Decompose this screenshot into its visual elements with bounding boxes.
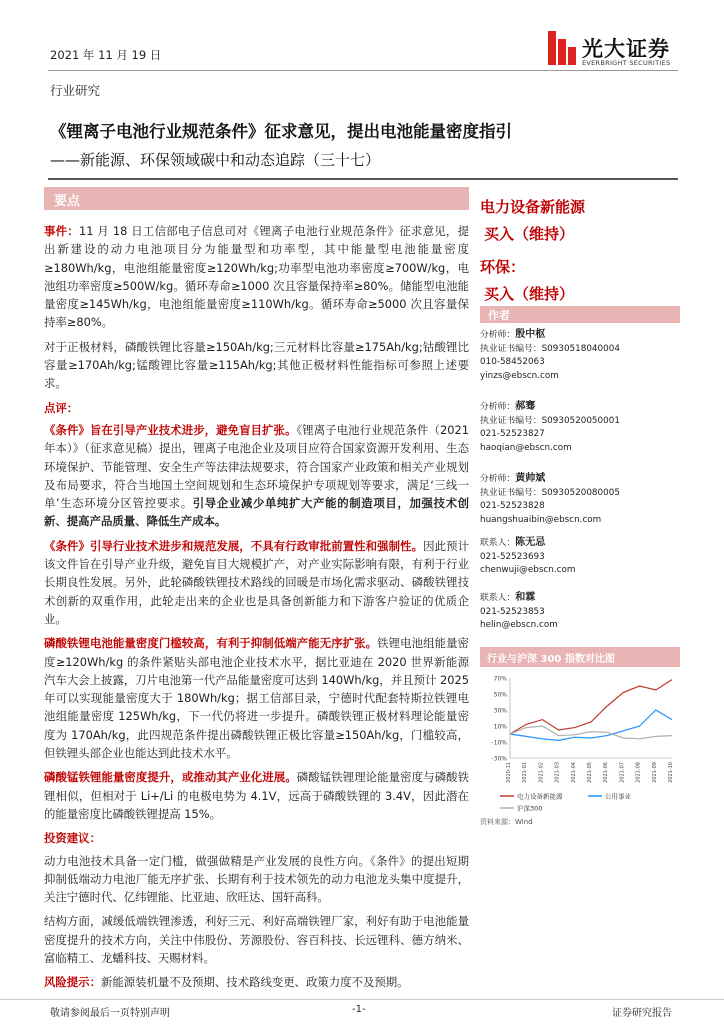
risk-label: 风险提示： xyxy=(44,975,101,990)
chart-x-tick-label: 2021-03 xyxy=(554,762,561,783)
contact-email[interactable]: chenwuji@ebscn.com xyxy=(480,565,576,575)
logo-english-name: EVERBRIGHT SECURITIES xyxy=(582,59,671,67)
contact-card xyxy=(480,536,680,578)
event-label: 事件： xyxy=(44,224,79,238)
chart-x-tick-label: 2021-05 xyxy=(587,762,593,783)
key-points-header xyxy=(44,187,469,210)
cathode-text: 对于正极材料，磷酸铁锂比容量≥150Ah/kg;三元材料比容量≥175Ah/kg;钴酸锂比容量≥170Ah/kg;锰酸锂比容量≥115Ah/kg;其他正极材料性能指标可参照上述要求。 xyxy=(44,339,469,391)
contact-phone: 021-52523693 xyxy=(480,551,545,562)
header-divider xyxy=(48,70,678,71)
page-number: -1- xyxy=(352,1004,366,1015)
chart-y-tick-label: 70% xyxy=(493,675,507,683)
report-subtitle: ——新能源、环保领域碳中和动态追踪（三十七） xyxy=(50,151,381,169)
investment-paragraph-2 xyxy=(44,912,469,967)
title-divider xyxy=(48,178,678,180)
analyst-card xyxy=(480,400,680,455)
report-category: 行业研究 xyxy=(50,83,101,98)
analyst-cert: 执业证书编号：S0930520080005 xyxy=(480,487,620,498)
report-title: 《锂离子电池行业规范条件》征求意见，提出电池能量密度指引 xyxy=(50,122,512,141)
report-date: 2021 年 11 月 19 日 xyxy=(50,48,162,62)
chart-x-tick-label: 2020-11 xyxy=(506,762,512,783)
sector-2-rating: 买入（维持） xyxy=(484,285,575,303)
authors-title: 作者 xyxy=(488,309,510,322)
comment-2-highlight: 《条件》引导行业技术进步和规范发展，不具有行政审批前置性和强制性。 xyxy=(44,538,424,553)
chart-x-tick-label: 2021-02 xyxy=(538,762,545,783)
chart-x-tick-label: 2021-06 xyxy=(603,762,610,783)
sector-1-name: 电力设备新能源 xyxy=(480,198,586,216)
key-points-title: 要点 xyxy=(54,194,81,209)
index-comparison-chart xyxy=(480,670,680,830)
chart-header xyxy=(480,647,680,667)
analyst-email[interactable]: haoqian@ebscn.com xyxy=(480,442,572,453)
event-paragraph xyxy=(44,222,469,332)
contact-name: 和霖 xyxy=(515,592,536,603)
comment-paragraph-2 xyxy=(44,537,469,628)
chart-y-tick-label: 50% xyxy=(493,691,507,699)
chart-series-line xyxy=(510,710,672,740)
contact-email[interactable]: helin@ebscn.com xyxy=(480,620,558,630)
comment-1-highlight: 《条件》旨在引导产业技术进步，避免盲目扩张。 xyxy=(44,422,297,437)
analyst-name: 郝骞 xyxy=(515,401,536,412)
event-text: 11 月 18 日工信部电子信息司对《锂离子电池行业规范条件》征求意见，提出新建设的动力电池项目分为能量型和功率型，其中能量型电池能量密度≥180Wh/kg，电池组能量密度≥120Wh/kg;功率型电池功率密度≥700W/kg，电池组功率密度≥500W/kg。循环寿命≥1000 次且容量保持率≥80%。储能型电池能量密度≥145Wh/kg，电池组能量密度≥110Wh/kg。循环寿命≥5000 次且容量保持率≥80%。 xyxy=(44,224,469,330)
comment-label: 点评： xyxy=(44,400,79,415)
main-content xyxy=(44,222,469,998)
contact-name: 陈无忌 xyxy=(515,537,546,548)
sector-1-rating: 买入（维持） xyxy=(484,225,575,243)
analyst-name: 黄帅斌 xyxy=(515,473,546,484)
analyst-name: 殷中枢 xyxy=(515,329,546,340)
contact-role: 联系人： xyxy=(480,593,516,603)
chart-y-tick-label: 10% xyxy=(493,723,507,731)
analyst-role: 分析师： xyxy=(480,330,516,340)
chart-y-tick-label: 30% xyxy=(493,707,507,715)
comment-paragraph-1 xyxy=(44,421,469,531)
contact-phone: 021-52523853 xyxy=(480,606,545,617)
analyst-card xyxy=(480,472,680,527)
chart-x-tick-label: 2021-01 xyxy=(522,762,529,783)
authors-header xyxy=(480,306,680,323)
analyst-cert: 执业证书编号：S0930520050001 xyxy=(480,415,620,426)
footer-divider xyxy=(0,999,724,1000)
analyst-cert: 执业证书编号：S0930518040004 xyxy=(480,343,620,354)
chart-x-tick-label: 2021-10 xyxy=(668,762,674,783)
chart-legend-label: 公用事业 xyxy=(605,792,631,801)
analyst-role: 分析师： xyxy=(480,402,516,412)
chart-x-tick-label: 2021-09 xyxy=(651,762,658,783)
chart-series-line xyxy=(510,680,672,734)
chart-title: 行业与沪深 300 指数对比图 xyxy=(487,654,615,665)
footer-report-type: 证券研究报告 xyxy=(612,1008,672,1019)
contact-role: 联系人： xyxy=(480,538,516,548)
analyst-card xyxy=(480,328,680,383)
investment-label: 投资建议： xyxy=(44,831,101,846)
everbright-logo-icon xyxy=(548,31,576,65)
comment-3-text: 铁锂电池组能量密度≥120Wh/kg 的条件紧贴头部电池企业技术水平，据比亚迪在 2020 世界新能源汽车大会上披露，刀片电池第一代产品能量密度可达到 140Wh/kg，并且预计 2025 年可以实现能量密度大于 180Wh/kg；据工信部目录，宁德时代配套特斯拉铁锂电池组能量密度 125Wh/kg，下一代仍将进一步提升。磷酸铁锂正极材料理论能量密度为 170Ah/kg，此四规范条件提出磷酸铁锂正极比容量≥150Ah/kg，门槛较高，但铁锂头部企业也能达到此技术水平。 xyxy=(44,636,469,761)
analyst-email[interactable]: huangshuaibin@ebscn.com xyxy=(480,514,602,525)
rating-panel xyxy=(480,196,680,304)
everbright-logo xyxy=(548,31,678,71)
analyst-phone: 010-58452063 xyxy=(480,357,545,367)
chart-legend-label: 沪深300 xyxy=(517,804,543,813)
risk-paragraph xyxy=(44,973,469,991)
contact-card xyxy=(480,591,680,633)
chart-series-line xyxy=(510,726,672,739)
cathode-paragraph xyxy=(44,338,469,393)
chart-y-tick-label: -30% xyxy=(491,755,507,763)
comment-1-bold: 引导企业减少单纯扩大产能的制造项目，加强技术创新、提高产品质量、降低生产成本。 xyxy=(44,496,469,529)
chart-source: 资料来源：Wind xyxy=(480,818,533,826)
analyst-email[interactable]: yinzs@ebscn.com xyxy=(480,370,559,381)
comment-2-text: 因此预计该文件旨在引导产业升级，避免盲目大规模扩产，对产业实际影响有限，有利于行业长期良性发展。另外，此轮磷酸铁锂技术路线的回暖是市场化需求驱动、磷酸铁锂技术创新的双重作用，此轮走出来的企业也是具备创新能力和下游客户验证的优质企业。 xyxy=(44,538,469,626)
comment-paragraph-4 xyxy=(44,768,469,823)
footer-disclaimer[interactable]: 敬请参阅最后一页特别声明 xyxy=(50,1008,170,1019)
chart-legend-label: 电力设备新能源 xyxy=(517,792,563,801)
investment-2-text: 结构方面，减缓低端铁锂渗透，利好三元、利好高端铁锂厂家，利好有助于电池能量密度提升的技术方向，关注中伟股份、芳源股份、容百科技、长远锂科、德方纳米、富临精工、龙蟠科技、天赐材料。 xyxy=(44,914,469,965)
comment-4-text: 磷酸锰铁锂理论能量密度与磷酸铁锂相似，但相对于 Li+/Li 的电极电势为 4.1V，远高于磷酸铁锂的 3.4V，因此潜在的能量密度比磷酸铁锂提高 15%。 xyxy=(44,770,469,821)
risk-text: 新能源装机量不及预期、技术路线变更、政策力度不及预期。 xyxy=(100,975,409,990)
chart-x-tick-label: 2021-07 xyxy=(619,762,626,783)
analyst-phone: 021-52523828 xyxy=(480,501,545,511)
analyst-phone: 021-52523827 xyxy=(480,429,545,439)
investment-paragraph-1 xyxy=(44,852,469,907)
comment-1-text: 《锂离子电池行业规范条件（2021 年本）》（征求意见稿）提出，锂离子电池企业及项目应符合国家资源开发利用、生态环境保护、节能管理、安全生产等法律法规要求，符合国家产业政策和相关产业规划及布局要求，符合当地国土空间规划和生态环境保护专项规划等要求，满足‘三线一单’生态环境分区管控要求。 xyxy=(44,422,469,511)
comment-3-highlight: 磷酸铁锂电池能量密度门槛较高，有利于抑制低端产能无序扩张。 xyxy=(44,636,378,651)
investment-1-text: 动力电池技术具备一定门槛，做强做精是产业发展的良性方向。《条件》的提出短期抑制低端动力电池厂能无序扩张、长期有利于技术领先的动力电池龙头集中度提升，关注宁德时代、亿纬锂能、比亚迪、欣旺达、国轩高科。 xyxy=(44,853,469,905)
logo-chinese-name: 光大证券 xyxy=(582,37,670,61)
comment-4-highlight: 磷酸锰铁锂能量密度提升，或推动其产业化进展。 xyxy=(44,770,297,785)
comment-paragraph-3 xyxy=(44,634,469,762)
chart-x-tick-label: 2021-08 xyxy=(635,762,642,783)
chart-y-tick-label: -10% xyxy=(491,739,507,747)
sector-2-name: 环保： xyxy=(480,258,526,276)
chart-x-tick-label: 2021-04 xyxy=(570,762,577,783)
analyst-role: 分析师： xyxy=(480,474,516,484)
